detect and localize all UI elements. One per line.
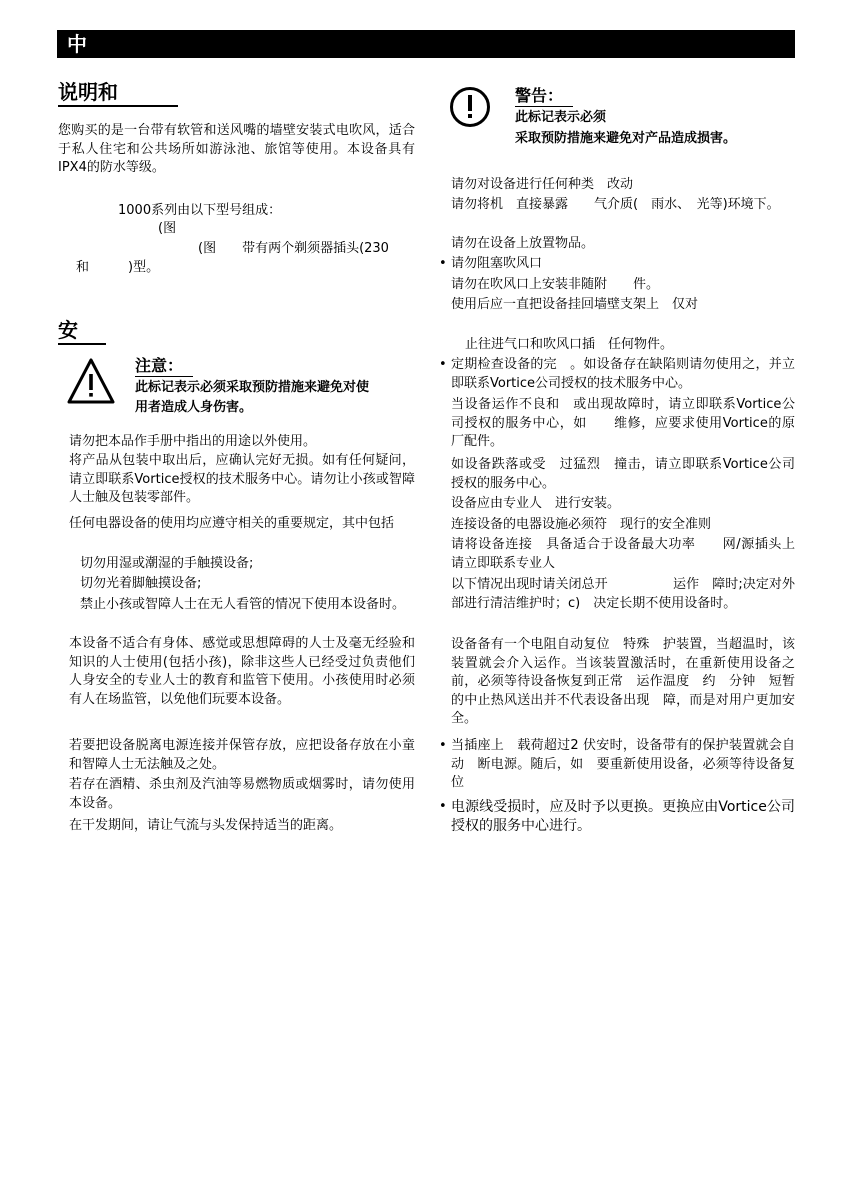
list-item: 请勿在吹风口上安装非随附 件。 xyxy=(451,277,660,292)
list-item: 请勿在设备上放置物品。 xyxy=(451,236,595,251)
list-item: 设备备有一个电阻自动复位 特殊 护装置，当超温时，该装置就会介入运作。当该装置激活时，在重新使用设备之前，必须等待设备恢复到正常 运作温度 约 分钟 短暂的中止热风送出并不代表设备出现 障，而是对用户更加安全。 xyxy=(451,637,795,727)
warning-title: 警告： xyxy=(515,86,573,107)
language-header-bar xyxy=(57,30,795,58)
list-item: 若存在酒精、杀虫剂及汽油等易燃物质或烟雾时，请勿使用本设备。 xyxy=(69,777,415,811)
list-item: 当设备运作不良和 或出现故障时，请立即联系Vortice公司授权的服务中心，如 维修，应要求使用Vortice的原厂配件。 xyxy=(451,397,795,450)
list-item: 电源线受损时，应及时予以更换。更换应由Vortice公司授权的服务中心进行。 xyxy=(451,799,795,834)
list-item: 若要把设备脱离电源连接并保管存放，应把设备存放在小童和智障人士无法触及之处。 xyxy=(69,738,415,772)
warning-line-1: 此标记表示必须 xyxy=(515,110,607,125)
bullet-marker: • xyxy=(439,738,447,753)
warning-line-2: 采取预防措施来避免对产品造成损害。 xyxy=(515,131,737,146)
list-item: 请勿将机 直接暴露 气介质( 雨水、 光等)环境下。 xyxy=(451,197,780,212)
list-item: 本设备不适合有身体、感觉或思想障碍的人士及毫无经验和知识的人士使用(包括小孩)，除非这些人已经受过负责他们人身安全的专业人士的教育和监管下使用。小孩使用时必须有人在场监管，以免他们玩要本设备。 xyxy=(69,636,415,707)
list-item: 在干发期间，请让气流与头发保持适当的距离。 xyxy=(69,818,343,833)
intro-heading: 说明和 xyxy=(58,80,178,107)
list-item: 请勿对设备进行任何种类 改动 xyxy=(451,177,634,192)
list-item: 定期检查设备的完 。如设备存在缺陷则请勿使用之，并立即联系Vortice公司授权的技术服务中心。 xyxy=(451,357,795,391)
list-item: 切勿光着脚触摸设备; xyxy=(80,576,202,591)
list-item: 当插座上 载荷超过2 伏安时，设备带有的保护装置就会自动 断电源。随后，如 要重新使用设备，必须等待设备复位 xyxy=(451,738,795,791)
series-line-4: 和 )型。 xyxy=(76,260,160,275)
list-item: 禁止小孩或智障人士在无人看管的情况下使用本设备时。 xyxy=(80,597,406,612)
list-item: 请勿把本品作手册中指出的用途以外使用。 xyxy=(69,434,317,449)
series-line-1: 1000系列由以下型号组成： xyxy=(118,203,282,218)
list-item: 切勿用湿或潮湿的手触摸设备; xyxy=(80,556,254,571)
list-item: 止往进气口和吹风口插 任何物件。 xyxy=(465,337,674,352)
bullet-marker: • xyxy=(439,799,447,814)
caution-line-2: 用者造成人身伤害。 xyxy=(135,400,253,415)
warning-exclamation-icon xyxy=(449,86,491,128)
bullet-marker: • xyxy=(439,357,447,372)
list-item: 连接设备的电器设施必须符 现行的安全准则 xyxy=(451,517,712,532)
list-item: 请勿阻塞吹风口 xyxy=(451,256,543,271)
list-item: 请将设备连接 具备适合于设备最大功率 网/源插头上 请立即联系专业人 xyxy=(451,537,835,571)
caution-triangle-icon xyxy=(66,357,116,405)
intro-paragraph: 您购买的是一台带有软管和送风嘴的墙壁安装式电吹风，适合于私人住宅和公共场所如游泳池、旅馆等使用。本设备具有IPX4的防水等级。 xyxy=(58,123,415,176)
list-item: 使用后应一直把设备挂回墙壁支架上 仅对 xyxy=(451,297,699,312)
safety-heading: 安 xyxy=(58,318,106,345)
list-item: 将产品从包装中取出后，应确认完好无损。如有任何疑问，请立即联系Vortice授权的技术服务中心。请勿让小孩或智障人士触及包装零部件。 xyxy=(69,453,415,506)
bullet-marker: • xyxy=(439,256,447,271)
language-label: 中 xyxy=(67,32,87,56)
list-item: 以下情况出现时请关闭总开 运作 障时;决定对外部进行清洁维护时；c) 决定长期不使用设备时。 xyxy=(451,577,795,611)
series-line-3: (图 带有两个剃须器插头(230 xyxy=(198,241,389,256)
list-item: 如设备跌落或受 过猛烈 撞击，请立即联系Vortice公司授权的服务中心。 xyxy=(451,457,795,491)
series-line-2: (图 xyxy=(158,221,177,236)
caution-title: 注意： xyxy=(135,356,193,377)
caution-line-1: 此标记表示必须采取预防措施来避免对使 xyxy=(135,380,370,395)
list-item: 设备应由专业人 进行安装。 xyxy=(451,496,621,511)
list-item: 任何电器设备的使用均应遵守相关的重要规定，其中包括 xyxy=(69,516,395,531)
